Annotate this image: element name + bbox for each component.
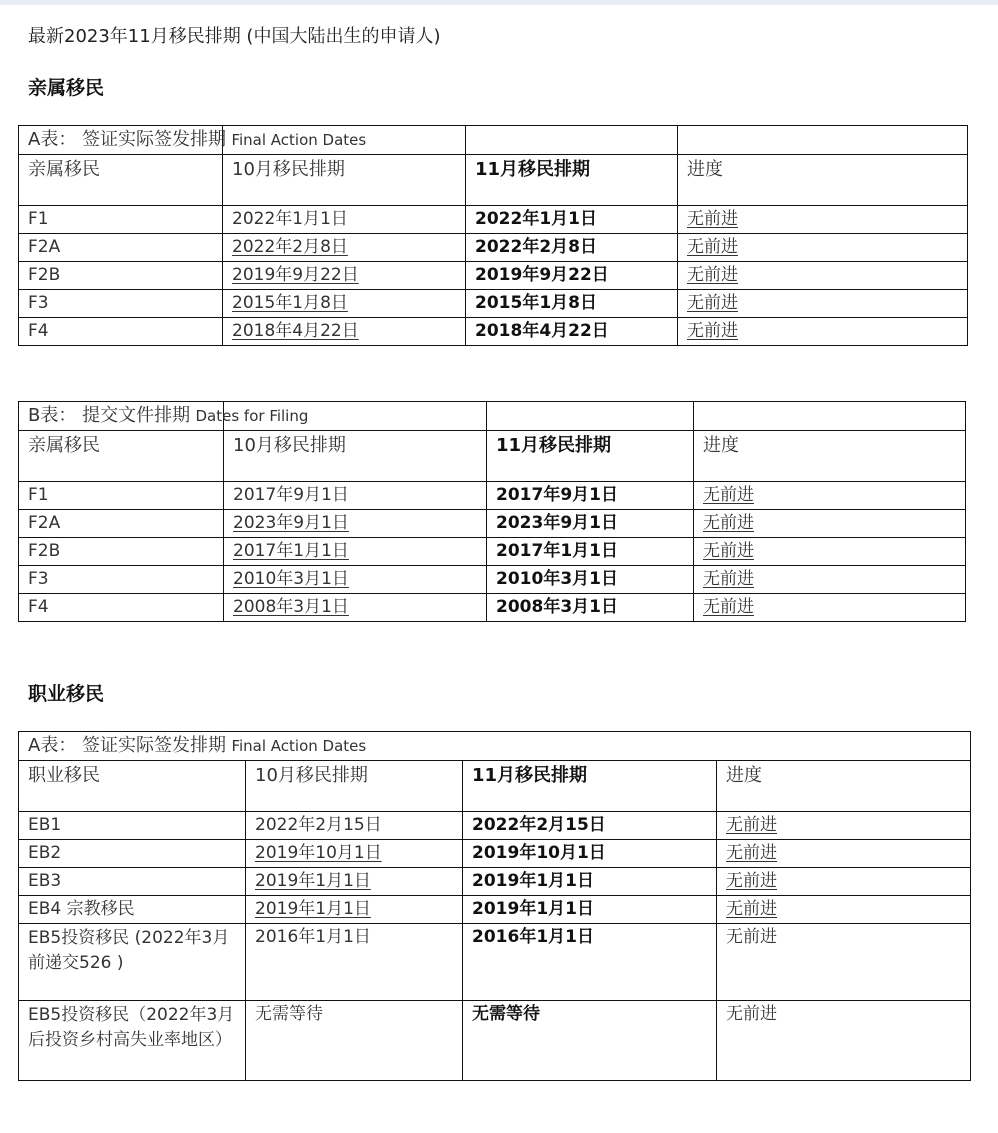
cell-category: EB5投资移民（2022年3月后投资乡村高失业率地区） bbox=[19, 1001, 246, 1081]
cell-category: EB2 bbox=[19, 840, 246, 868]
cell-progress: 无前进 bbox=[678, 234, 968, 262]
cell-category: EB1 bbox=[19, 812, 246, 840]
table-row bbox=[19, 896, 971, 924]
cell-nov: 2008年3月1日 bbox=[487, 594, 694, 622]
cell-category: F3 bbox=[19, 566, 224, 594]
cell-category: F2A bbox=[19, 510, 224, 538]
caption-en: Final Action Dates bbox=[231, 737, 367, 755]
cell-oct: 2022年2月8日 bbox=[223, 234, 466, 262]
table-caption-row bbox=[19, 732, 971, 761]
table-header-row bbox=[19, 431, 966, 482]
table-row bbox=[19, 318, 968, 346]
cell-nov: 2017年1月1日 bbox=[487, 538, 694, 566]
table-row bbox=[19, 1001, 971, 1081]
table-header-row bbox=[19, 155, 968, 206]
header-category: 亲属移民 bbox=[19, 155, 223, 206]
cell-progress: 无前进 bbox=[678, 206, 968, 234]
table-row bbox=[19, 812, 971, 840]
cell-category: F2A bbox=[19, 234, 223, 262]
family-table-a bbox=[18, 125, 968, 346]
caption-cn: A表： 签证实际签发排期 bbox=[28, 129, 227, 150]
cell-progress: 无前进 bbox=[694, 482, 966, 510]
table-caption-row bbox=[19, 126, 968, 155]
cell-progress: 无前进 bbox=[717, 924, 971, 1001]
cell-category: EB4 宗教移民 bbox=[19, 896, 246, 924]
cell-nov: 2022年2月15日 bbox=[463, 812, 717, 840]
table-row bbox=[19, 594, 966, 622]
table-row bbox=[19, 840, 971, 868]
cell-progress: 无前进 bbox=[694, 566, 966, 594]
table-row bbox=[19, 206, 968, 234]
table-row bbox=[19, 924, 971, 1001]
family-table-b bbox=[18, 401, 966, 622]
cell-progress: 无前进 bbox=[717, 812, 971, 840]
header-nov: 11月移民排期 bbox=[487, 431, 694, 482]
caption-cn: A表： 签证实际签发排期 bbox=[28, 735, 227, 756]
cell-oct: 2015年1月8日 bbox=[223, 290, 466, 318]
cell-oct: 2023年9月1日 bbox=[224, 510, 487, 538]
cell-category: F4 bbox=[19, 594, 224, 622]
cell-nov: 2023年9月1日 bbox=[487, 510, 694, 538]
header-nov: 11月移民排期 bbox=[463, 761, 717, 812]
cell-category: F4 bbox=[19, 318, 223, 346]
table-row bbox=[19, 290, 968, 318]
header-progress: 进度 bbox=[694, 431, 966, 482]
cell-progress: 无前进 bbox=[717, 868, 971, 896]
header-oct: 10月移民排期 bbox=[246, 761, 463, 812]
table-row bbox=[19, 234, 968, 262]
table-header-row bbox=[19, 761, 971, 812]
cell-category: F1 bbox=[19, 482, 224, 510]
cell-progress: 无前进 bbox=[717, 1001, 971, 1081]
cell-oct: 2017年1月1日 bbox=[224, 538, 487, 566]
cell-nov: 2022年2月8日 bbox=[466, 234, 678, 262]
top-bar bbox=[0, 0, 998, 5]
header-nov: 11月移民排期 bbox=[466, 155, 678, 206]
header-oct: 10月移民排期 bbox=[223, 155, 466, 206]
cell-nov: 2016年1月1日 bbox=[463, 924, 717, 1001]
cell-oct: 2016年1月1日 bbox=[246, 924, 463, 1001]
cell-category: EB3 bbox=[19, 868, 246, 896]
cell-nov: 无需等待 bbox=[463, 1001, 717, 1081]
cell-progress: 无前进 bbox=[678, 318, 968, 346]
cell-progress: 无前进 bbox=[717, 896, 971, 924]
cell-oct: 2022年1月1日 bbox=[223, 206, 466, 234]
cell-oct: 2010年3月1日 bbox=[224, 566, 487, 594]
employment-heading: 职业移民 bbox=[28, 683, 105, 705]
table-caption bbox=[19, 402, 309, 431]
intro-text: 最新2023年11月移民排期 (中国大陆出生的申请人) bbox=[28, 26, 441, 47]
table-row bbox=[19, 566, 966, 594]
table-row bbox=[19, 868, 971, 896]
cell-oct: 无需等待 bbox=[246, 1001, 463, 1081]
cell-nov: 2017年9月1日 bbox=[487, 482, 694, 510]
cell-progress: 无前进 bbox=[678, 262, 968, 290]
cell-oct: 2019年9月22日 bbox=[223, 262, 466, 290]
header-category: 亲属移民 bbox=[19, 431, 224, 482]
cell-category: F2B bbox=[19, 262, 223, 290]
table-row bbox=[19, 482, 966, 510]
cell-progress: 无前进 bbox=[717, 840, 971, 868]
cell-progress: 无前进 bbox=[694, 510, 966, 538]
cell-progress: 无前进 bbox=[694, 538, 966, 566]
caption-en: Dates for Filing bbox=[195, 407, 309, 425]
cell-progress: 无前进 bbox=[694, 594, 966, 622]
header-oct: 10月移民排期 bbox=[224, 431, 487, 482]
cell-nov: 2019年1月1日 bbox=[463, 868, 717, 896]
cell-oct: 2018年4月22日 bbox=[223, 318, 466, 346]
cell-category: EB5投资移民 (2022年3月前递交526 ) bbox=[19, 924, 246, 1001]
cell-oct: 2008年3月1日 bbox=[224, 594, 487, 622]
header-progress: 进度 bbox=[717, 761, 971, 812]
table-row bbox=[19, 510, 966, 538]
cell-category: F3 bbox=[19, 290, 223, 318]
cell-nov: 2019年10月1日 bbox=[463, 840, 717, 868]
cell-category: F1 bbox=[19, 206, 223, 234]
cell-oct: 2022年2月15日 bbox=[246, 812, 463, 840]
header-category: 职业移民 bbox=[19, 761, 246, 812]
cell-nov: 2015年1月8日 bbox=[466, 290, 678, 318]
cell-nov: 2019年1月1日 bbox=[463, 896, 717, 924]
caption-cn: B表： 提交文件排期 bbox=[28, 405, 191, 426]
employment-table-a bbox=[18, 731, 971, 1081]
cell-progress: 无前进 bbox=[678, 290, 968, 318]
cell-nov: 2018年4月22日 bbox=[466, 318, 678, 346]
header-progress: 进度 bbox=[678, 155, 968, 206]
cell-oct: 2017年9月1日 bbox=[224, 482, 487, 510]
cell-category: F2B bbox=[19, 538, 224, 566]
cell-oct: 2019年10月1日 bbox=[246, 840, 463, 868]
table-row bbox=[19, 538, 966, 566]
table-caption-row bbox=[19, 402, 966, 431]
caption-en: Final Action Dates bbox=[231, 131, 367, 149]
cell-nov: 2010年3月1日 bbox=[487, 566, 694, 594]
table-caption bbox=[19, 126, 367, 155]
cell-nov: 2022年1月1日 bbox=[466, 206, 678, 234]
family-heading: 亲属移民 bbox=[28, 77, 105, 99]
table-caption bbox=[19, 732, 971, 761]
cell-nov: 2019年9月22日 bbox=[466, 262, 678, 290]
cell-oct: 2019年1月1日 bbox=[246, 868, 463, 896]
cell-oct: 2019年1月1日 bbox=[246, 896, 463, 924]
table-row bbox=[19, 262, 968, 290]
